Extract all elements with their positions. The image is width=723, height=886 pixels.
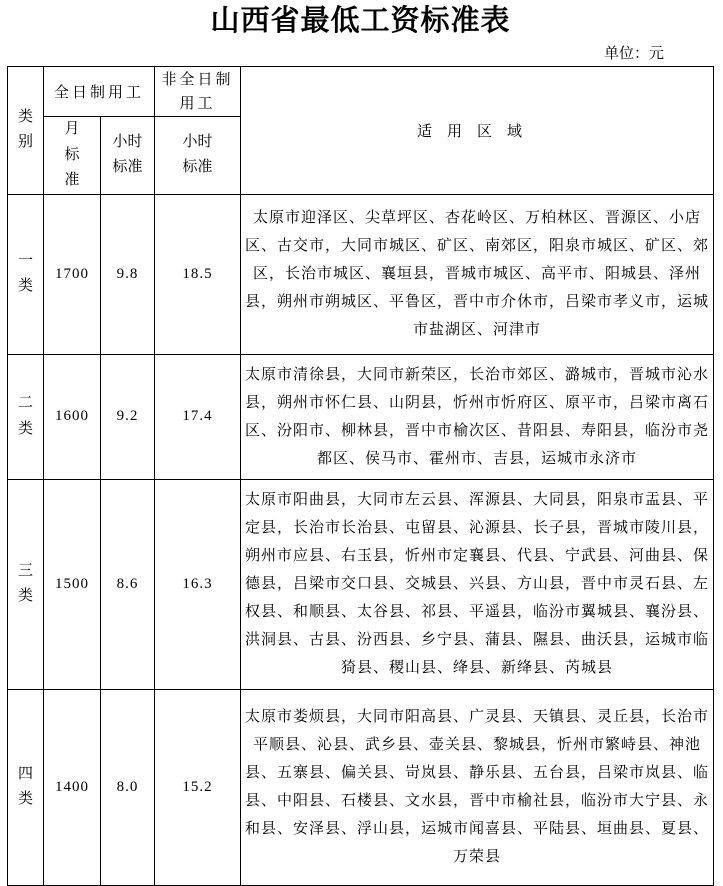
header-category (8, 67, 44, 195)
header-part-time-hourly-standard (155, 117, 241, 195)
header-monthly-standard-label: 月标准 (64, 121, 80, 188)
page (0, 3, 723, 886)
region-cell: 太原市娄烦县，大同市阳高县、广灵县、天镇县、灵丘县，长治市平顺县、沁县、武乡县、壶关县、黎城县，忻州市繁峙县、神池县、五寨县、偏关县、岢岚县、静乐县、五台县，吕梁市岚县、临县、中阳县、石楼县、文水县，晋中市榆社县，临汾市大宁县、永和县、安泽县、浮山县，运城市闻喜县、平陆县、垣曲县、夏县、万荣县 (241, 689, 714, 885)
category-cell (8, 194, 44, 354)
part-time-hourly-wage-cell: 18.5 (155, 194, 241, 354)
region-cell: 太原市迎泽区、尖草坪区、杏花岭区、万柏林区、晋源区、小店区、古交市，大同市城区、矿区、南郊区，阳泉市城区、矿区、郊区，长治市城区、襄垣县，晋城市城区、高平市、阳城县、泽州县，朔州市朔城区、平鲁区，晋中市介休市，吕梁市孝义市，运城市盐湖区、河津市 (241, 194, 714, 354)
monthly-wage-cell: 1500 (44, 479, 101, 689)
category-cell (8, 479, 44, 689)
category-cell (8, 354, 44, 479)
header-part-time-label: 非全日制用工 (161, 71, 234, 112)
hourly-wage-cell: 9.8 (101, 194, 155, 354)
header-full-time (44, 67, 155, 117)
header-part-time (155, 67, 241, 117)
header-part-time-hourly-standard-label: 小时标准 (182, 133, 213, 176)
part-time-hourly-wage-cell: 16.3 (155, 479, 241, 689)
region-cell: 太原市阳曲县，大同市左云县、浑源县、大同县，阳泉市盂县、平定县，长治市长治县、屯留县、沁源县、长子县，晋城市陵川县，朔州市应县、右玉县，忻州市定襄县、代县、宁武县、河曲县、保德县，吕梁市交口县、交城县、兴县、方山县，晋中市灵石县、左权县、和顺县、太谷县、祁县、平遥县，临汾市翼城县、襄汾县、洪洞县、古县、汾西县、乡宁县、蒲县、隰县、曲沃县，运城市临猗县、稷山县、绛县、新绛县、芮城县 (241, 479, 714, 689)
region-cell: 太原市清徐县，大同市新荣区，长治市郊区、潞城市，晋城市沁水县，朔州市怀仁县、山阴县，忻州市忻府区、原平市，吕梁市离石区、汾阳市、柳林县，晋中市榆次区、昔阳县、寿阳县，临汾市尧都区、侯马市、霍州市、吉县，运城市永济市 (241, 354, 714, 479)
hourly-wage-cell: 9.2 (101, 354, 155, 479)
category-cell (8, 689, 44, 885)
header-monthly-standard (44, 117, 101, 195)
table-row-category-1 (8, 194, 714, 354)
category-label: 四类 (17, 765, 33, 807)
table-row-category-3 (8, 479, 714, 689)
header-hourly-standard-label: 小时标准 (112, 133, 143, 176)
table-row-category-4 (8, 689, 714, 885)
header-full-time-label: 全日制用工 (54, 85, 145, 101)
header-hourly-standard (101, 117, 155, 195)
part-time-hourly-wage-cell: 17.4 (155, 354, 241, 479)
header-category-label: 类别 (17, 108, 33, 151)
unit-note: 单位：元 (603, 46, 664, 62)
header-applicable-region-label: 适用区域 (417, 123, 538, 140)
category-label: 一类 (17, 252, 33, 294)
category-label: 三类 (17, 562, 33, 604)
hourly-wage-cell: 8.0 (101, 689, 155, 885)
category-label: 二类 (17, 395, 33, 437)
hourly-wage-cell: 8.6 (101, 479, 155, 689)
minimum-wage-table (7, 66, 714, 886)
part-time-hourly-wage-cell: 15.2 (155, 689, 241, 885)
header-row-top (8, 67, 714, 117)
monthly-wage-cell: 1700 (44, 194, 101, 354)
monthly-wage-cell: 1400 (44, 689, 101, 885)
table-row-category-2 (8, 354, 714, 479)
page-title: 山西省最低工资标准表 (210, 5, 511, 37)
monthly-wage-cell: 1600 (44, 354, 101, 479)
header-applicable-region (241, 67, 714, 195)
